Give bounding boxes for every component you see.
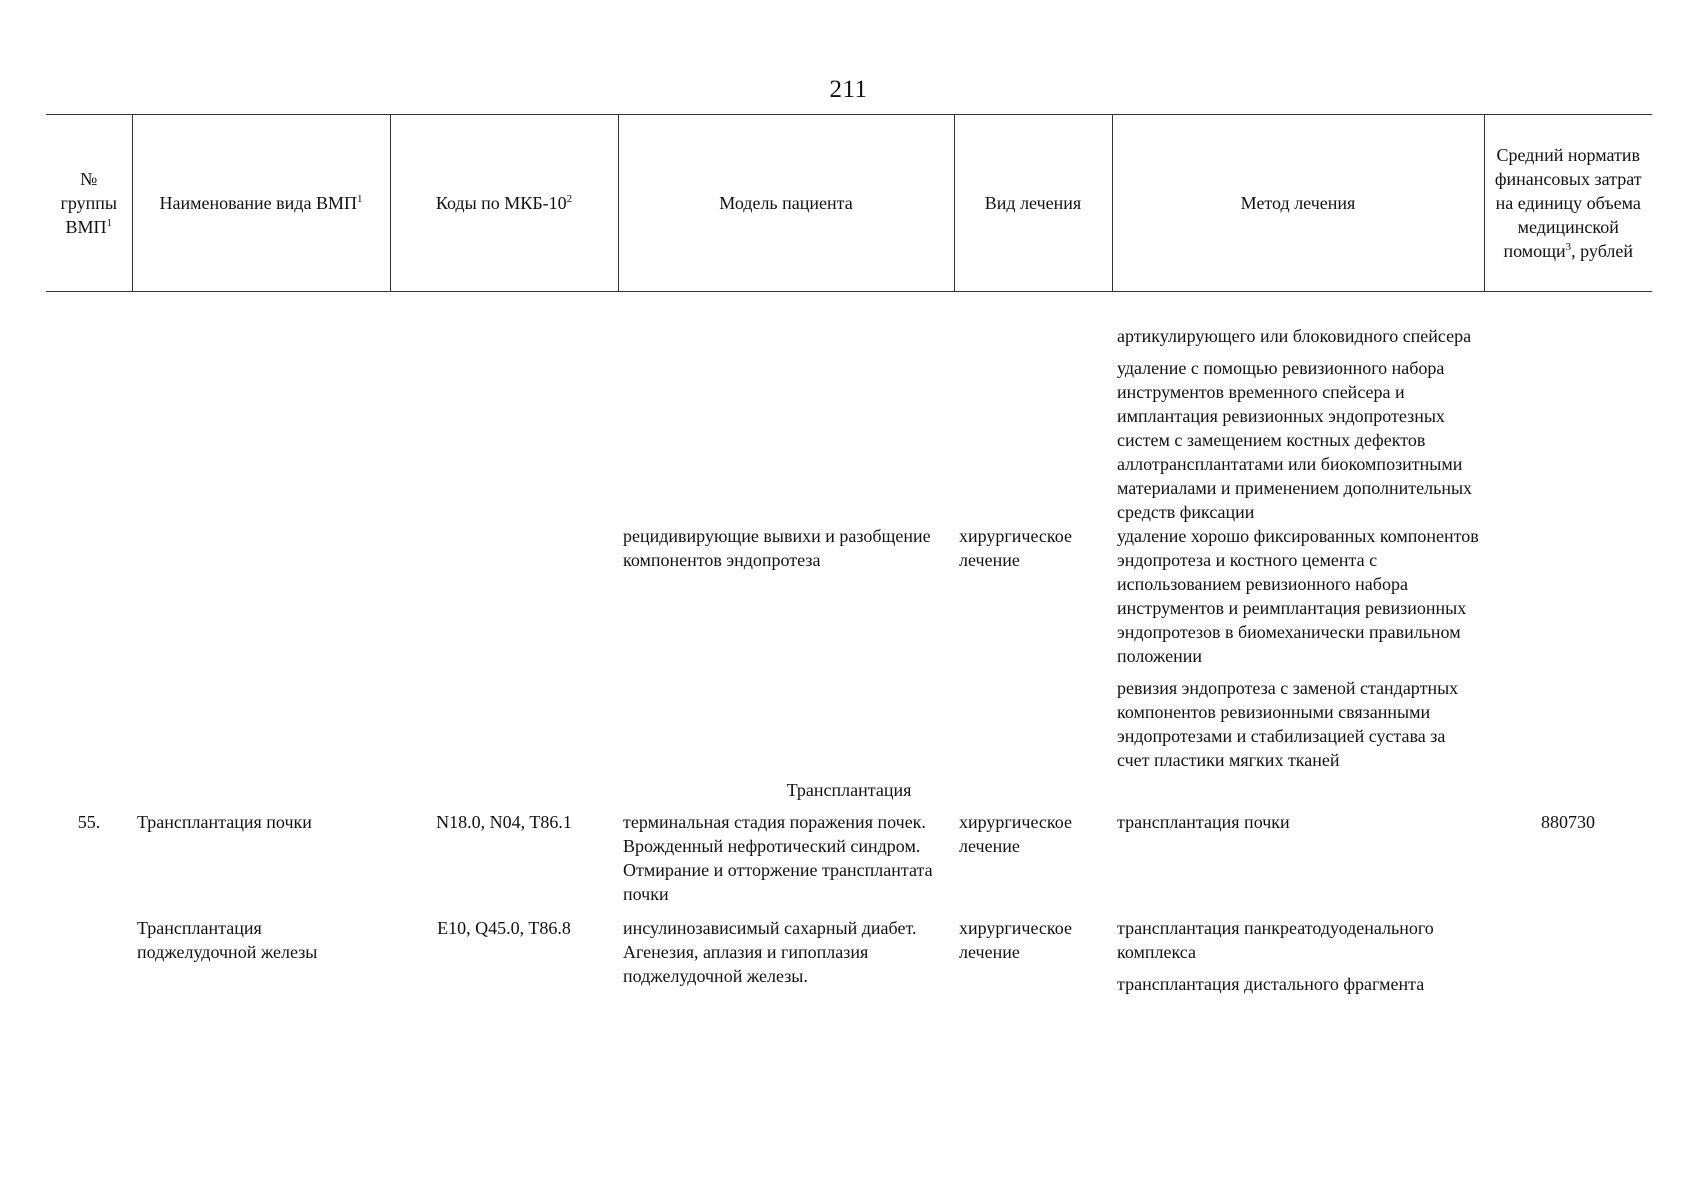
- method-cell: [1112, 906, 1484, 996]
- method-text: трансплантация дистального фрагмента: [1117, 974, 1425, 994]
- method-text: удаление хорошо фиксированных компонентов эндопротеза и костного цемента с использованием ревизионного набора инструментов и реимплантация ревизионных эндопротезов в биомеханически правильном положении: [1117, 526, 1479, 666]
- table-row-dislocation: [46, 524, 1652, 772]
- page-number: 211: [829, 76, 868, 103]
- group-number: 55.: [77, 812, 101, 832]
- header-method: Метод лечения: [1112, 115, 1484, 292]
- model-cell: рецидивирующие вывихи и разобщение компонентов эндопротеза: [623, 526, 931, 570]
- table-header-row: [46, 115, 1652, 292]
- table-row-pancreas: [46, 906, 1652, 996]
- table-row-kidney: [46, 810, 1652, 906]
- treatment-cell: хирургическое лечение: [959, 918, 1072, 962]
- model-cell: терминальная стадия поражения почек. Врожденный нефротический синдром. Отмирание и отторжение трансплантата почки: [623, 812, 933, 904]
- header-group-no: № группы ВМП$^1$: [46, 115, 132, 292]
- method-text: артикулирующего или блоковидного спейсера: [1117, 326, 1472, 346]
- treatment-cell: хирургическое лечение: [959, 812, 1072, 856]
- method-cell: [1112, 324, 1484, 524]
- table-row-continuation: [46, 324, 1652, 524]
- header-name: Наименование вида ВМП$^1$: [132, 115, 390, 292]
- method-text: удаление с помощью ревизионного набора инструментов временного спейсера и имплантация ревизионных эндопротезных систем с замещением костных дефектов аллотрансплантатами или биокомпозитными материалами и применением дополнительных средств фиксации: [1117, 358, 1473, 522]
- cost-value: 880730: [1541, 812, 1595, 832]
- header-model: Модель пациента: [618, 115, 954, 292]
- vmp-table: [46, 114, 1652, 996]
- treatment-cell: хирургическое лечение: [959, 526, 1072, 570]
- header-treatment-type: Вид лечения: [954, 115, 1112, 292]
- section-header-row: [46, 772, 1652, 810]
- icd-codes: E10, Q45.0, T86.8: [437, 918, 571, 938]
- icd-codes: N18.0, N04, T86.1: [436, 812, 572, 832]
- model-cell: инсулинозависимый сахарный диабет. Агенезия, аплазия и гипоплазия поджелудочной железы.: [623, 918, 917, 986]
- header-cost: Средний норматив финансовых затрат на единицу объема медицинской помощи$^3$, рублей: [1484, 115, 1652, 292]
- method-cell: трансплантация почки: [1117, 812, 1290, 832]
- method-cell: [1112, 524, 1484, 772]
- vmp-name: Трансплантация почки: [137, 812, 312, 832]
- method-text: ревизия эндопротеза с заменой стандартных компонентов ревизионными связанными эндопротезами и стабилизацией сустава за счет пластики мягких тканей: [1117, 678, 1459, 770]
- method-text: трансплантация панкреатодуоденального комплекса: [1117, 918, 1434, 962]
- vmp-name: Трансплантация поджелудочной железы: [137, 918, 318, 962]
- header-codes: Коды по МКБ-$10^2$: [390, 115, 618, 292]
- section-title: Трансплантация: [786, 780, 912, 800]
- spacer-row: [46, 292, 1652, 325]
